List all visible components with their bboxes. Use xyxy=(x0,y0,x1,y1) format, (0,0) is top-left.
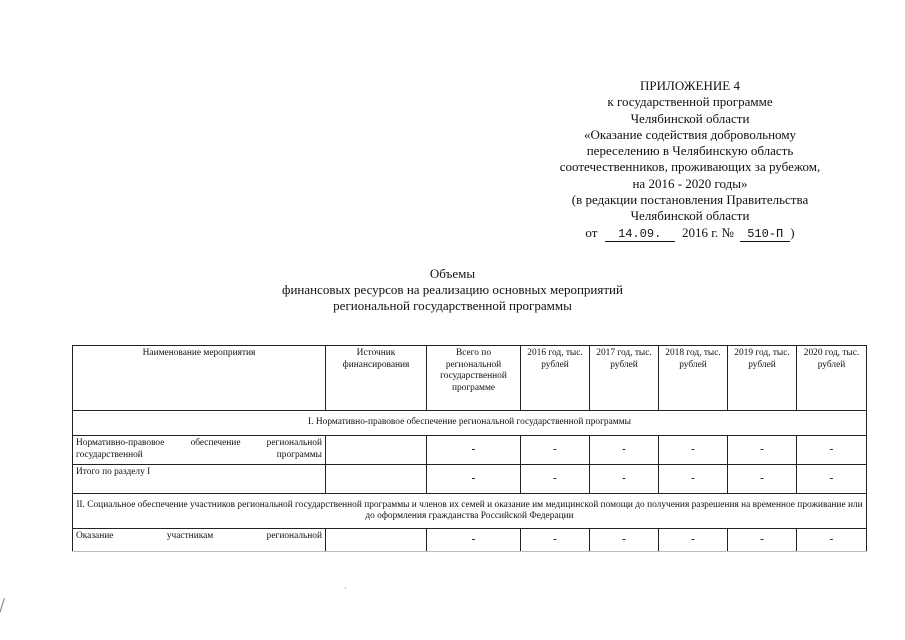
section-title: II. Социальное обеспечение участников региональной государственной программы и членов их семей и оказание им медицинской помощи до получения разрешения на временное проживание или до оформления гражданства Российской Федерации xyxy=(73,494,867,529)
table-row xyxy=(73,465,867,494)
appendix-line: на 2016 - 2020 годы» xyxy=(632,175,748,191)
heading-subtitle: финансовых ресурсов на реализацию основных мероприятий xyxy=(282,282,623,297)
value-2018: - xyxy=(659,465,728,494)
total-value: - xyxy=(427,465,521,494)
funding-source xyxy=(326,465,427,494)
appendix-line: Челябинской области xyxy=(630,110,750,126)
appendix-line: переселению в Челябинскую область xyxy=(586,143,794,159)
scan-speck: ' xyxy=(345,586,347,595)
header-year-2017: 2017 год, тыс. рублей xyxy=(590,346,659,411)
appendix-line: соотечественников, проживающих за рубежом, xyxy=(559,159,821,175)
appendix-line: «Оказание содействия добровольному xyxy=(583,126,797,142)
header-year-2016: 2016 год, тыс. рублей xyxy=(521,346,590,411)
total-value: - xyxy=(427,529,521,552)
funding-source xyxy=(326,436,427,465)
decree-suffix: ) xyxy=(790,224,795,240)
appendix-line: к государственной программе xyxy=(607,94,773,110)
table-header-row xyxy=(73,346,867,411)
activity-name: Нормативно-правовое обеспечение региональной государственной программы xyxy=(73,436,326,465)
value-2020: - xyxy=(797,529,867,552)
value-2020: - xyxy=(797,465,867,494)
header-total: Всего по региональной государственной программе xyxy=(427,346,521,411)
decree-year-text: 2016 г. № xyxy=(681,224,734,240)
pen-mark xyxy=(0,598,7,639)
document-heading xyxy=(0,266,905,314)
header-activity-name: Наименование мероприятия xyxy=(73,346,326,411)
section-row xyxy=(73,494,867,529)
header-year-2018: 2018 год, тыс. рублей xyxy=(659,346,728,411)
header-funding-source: Источник финансирования xyxy=(326,346,427,411)
value-2017: - xyxy=(590,529,659,552)
value-2018: - xyxy=(659,436,728,465)
table-row xyxy=(73,436,867,465)
value-2019: - xyxy=(728,465,797,494)
activity-name: Оказание участникам региональной xyxy=(73,529,326,552)
decree-date: 14.09. xyxy=(605,228,675,242)
value-2016: - xyxy=(521,436,590,465)
decree-line xyxy=(520,225,860,242)
value-2016: - xyxy=(521,465,590,494)
value-2018: - xyxy=(659,529,728,552)
value-2019: - xyxy=(728,436,797,465)
heading-title: Объемы xyxy=(429,266,476,281)
value-2020: - xyxy=(797,436,867,465)
table-row xyxy=(73,529,867,552)
appendix-title: ПРИЛОЖЕНИЕ 4 xyxy=(640,78,740,93)
section-title: I. Нормативно-правовое обеспечение региональной государственной программы xyxy=(73,411,867,436)
appendix-block xyxy=(520,78,860,242)
value-2019: - xyxy=(728,529,797,552)
appendix-line: (в редакции постановления Правительства xyxy=(571,192,809,208)
header-year-2019: 2019 год, тыс. рублей xyxy=(728,346,797,411)
header-year-2020: 2020 год, тыс. рублей xyxy=(797,346,867,411)
funding-table xyxy=(72,345,867,552)
value-2016: - xyxy=(521,529,590,552)
activity-name: Итого по разделу I xyxy=(73,465,326,494)
value-2017: - xyxy=(590,436,659,465)
decree-prefix: от xyxy=(585,224,598,240)
heading-subtitle: региональной государственной программы xyxy=(333,298,572,313)
decree-number: 510-П xyxy=(740,228,790,242)
funding-source xyxy=(326,529,427,552)
section-row xyxy=(73,411,867,436)
value-2017: - xyxy=(590,465,659,494)
total-value: - xyxy=(427,436,521,465)
appendix-line: Челябинской области xyxy=(630,208,750,224)
